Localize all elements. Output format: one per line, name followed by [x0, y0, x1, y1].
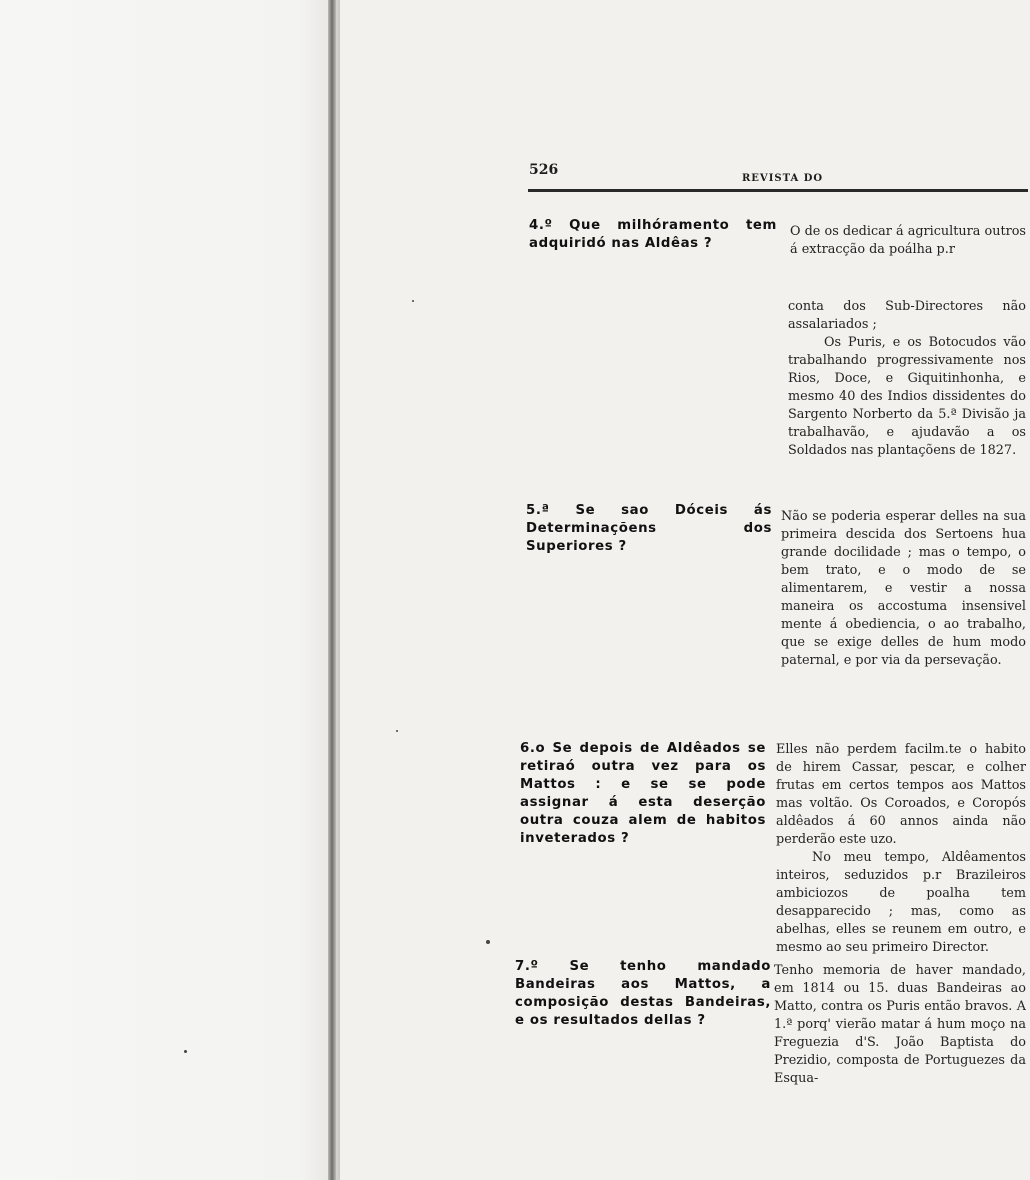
- answer-6-para-2: No meu tempo, Aldêamentos inteiros, seduzidos p.r Brazileiros ambiciozos de poalha tem desapparecido ; mas, como as abelhas, elles se reunem em outro, e mesmo ao seu primeiro Director.: [776, 850, 1026, 955]
- running-title: REVISTA DO: [742, 173, 824, 184]
- header-rule: [528, 189, 1028, 192]
- answer-7: [774, 962, 1026, 1088]
- answer-4-cont: [788, 298, 1026, 460]
- ink-speck: [396, 730, 398, 732]
- page-number: 526: [529, 162, 559, 178]
- ink-speck: [184, 1050, 187, 1053]
- answer-5-para-1: Não se poderia esperar delles na sua primeira descida dos Sertoens hua grande docilidade ; mas o tempo, o bem trato, e o modo de se alimentarem, e vestir a nossa maneira os accostuma insensivel mente á obediencia, o ao trabalho, que se exige delles de hum modo paternal, e por via da persevação.: [781, 509, 1026, 668]
- left-page-margin: [0, 0, 340, 1180]
- answer-5: [781, 508, 1026, 670]
- answer-4-para-3: Os Puris, e os Botocudos vão trabalhando progressivamente nos Rios, Doce, e Giquitinhonha, e mesmo 40 des Indios dissidentes do Sargento Norberto da 5.ª Divisão ja trabalhavão, e ajudavão a os Soldados nas plantaçõens de 1827.: [788, 335, 1026, 458]
- ink-speck: [412, 300, 414, 302]
- answer-4: [790, 223, 1026, 259]
- answer-4-para-1: O de os dedicar á agricultura outros á extracção da poálha p.r: [790, 224, 1026, 257]
- question-4: 4.º Que milhóramento tem adquiridó nas Aldêas ?: [529, 218, 777, 251]
- answer-6-para-1: Elles não perdem facilm.te o habito de hirem Cassar, pescar, e colher frutas em certos tempos aos Mattos mas voltão. Os Coroados, e Coropós aldêados á 60 annos ainda não perderão este uzo.: [776, 742, 1026, 847]
- book-spine: [328, 0, 336, 1180]
- ink-speck: [486, 940, 490, 944]
- answer-4-para-2: conta dos Sub-Directores não assalariados ;: [788, 299, 1026, 332]
- question-5: 5.ª Se sao Dóceis ás Determinaçõens dos Superiores ?: [526, 503, 772, 554]
- answer-6: [776, 741, 1026, 957]
- question-7: 7.º Se tenho mandado Bandeiras aos Mattos, a composição destas Bandeiras, e os resultados dellas ?: [515, 959, 771, 1028]
- question-6: 6.o Se depois de Aldêados se retiraó outra vez para os Mattos : e se se pode assignar á esta deserção outra couza alem de habitos inveterados ?: [520, 741, 766, 846]
- answer-7-para-1: Tenho memoria de haver mandado, em 1814 ou 15. duas Bandeiras ao Matto, contra os Puris então bravos. A 1.ª porq' vierão matar á hum moço na Freguezia d'S. João Baptista do Prezidio, composta de Portuguezes da Esqua-: [774, 963, 1026, 1086]
